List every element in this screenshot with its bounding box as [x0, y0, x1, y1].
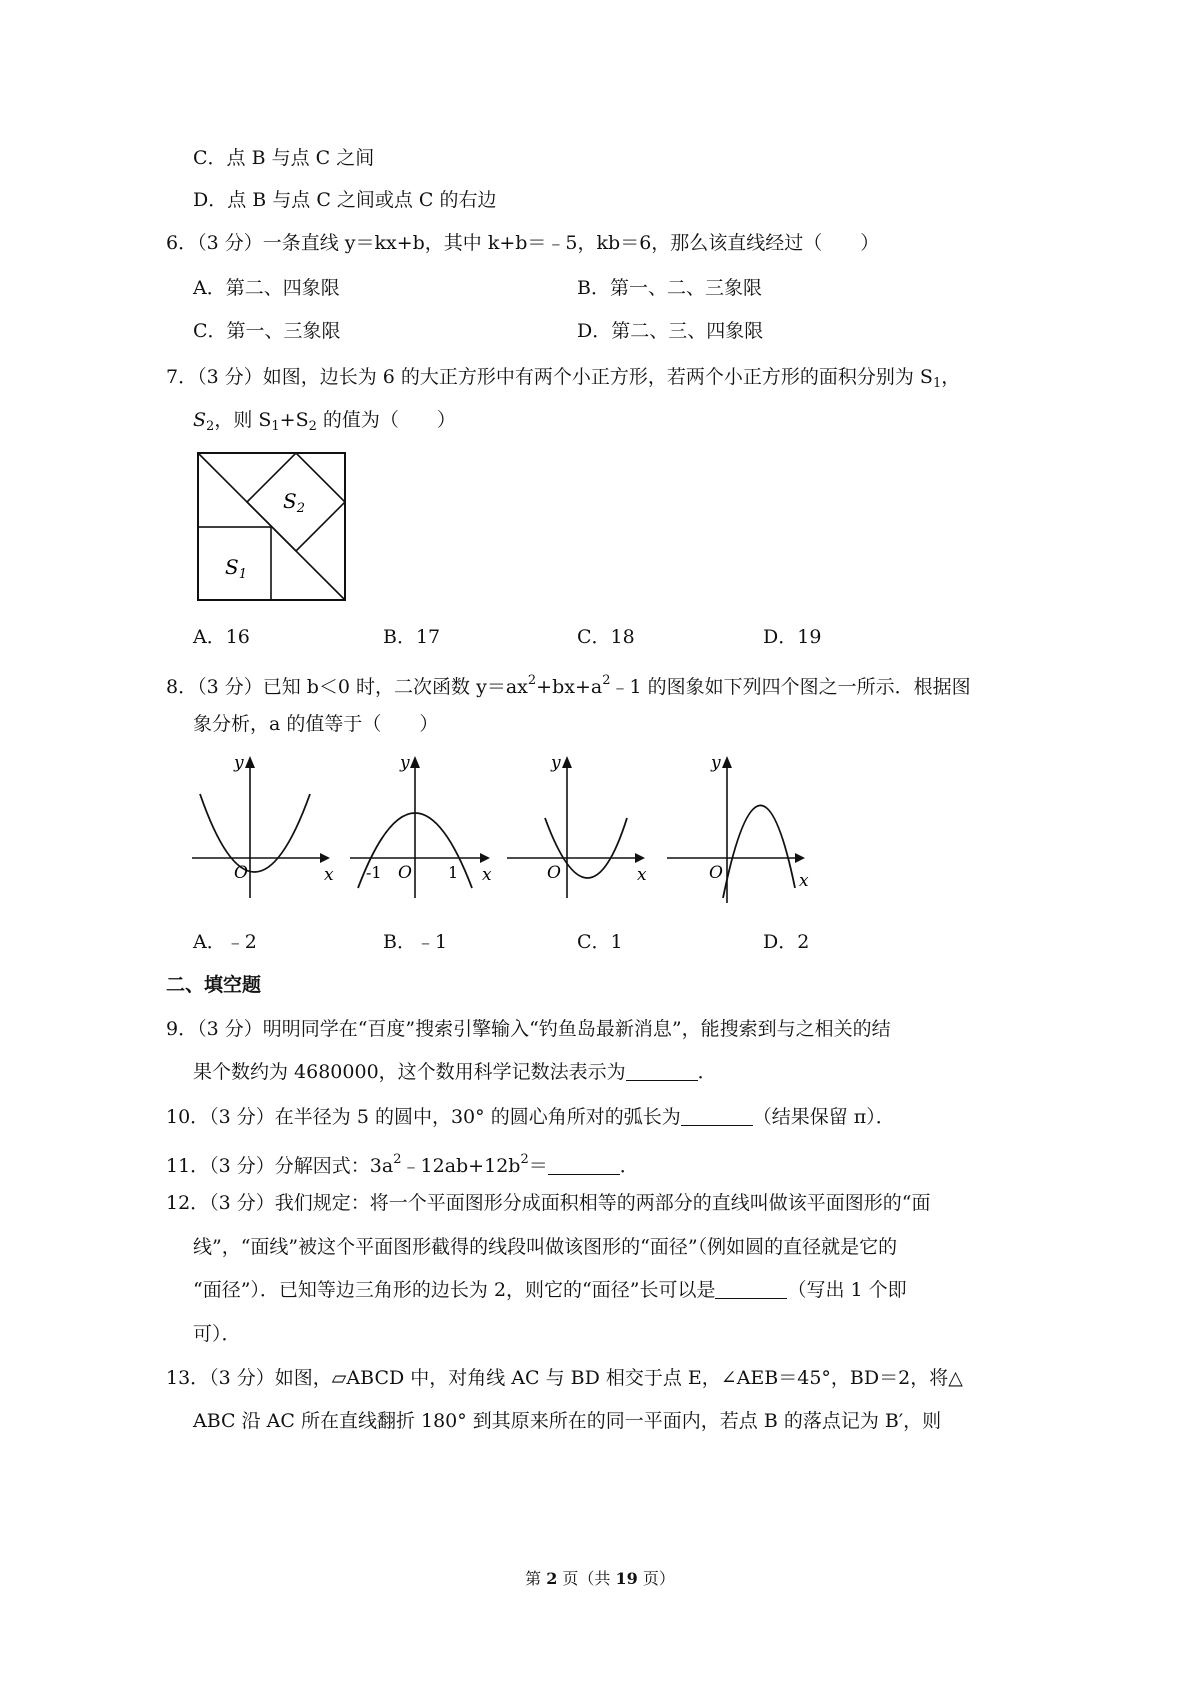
q6-stem: 6．（3 分）一条直线 y＝kx+b，其中 k+b＝﹣5，kb＝6，那么该直线经过（ ）: [166, 232, 880, 254]
q8-graph-b: [348, 748, 503, 908]
label-s1: $S_1$: [225, 555, 247, 582]
svg-text:O: O: [547, 863, 561, 883]
q8-option-b: B．﹣1: [383, 931, 448, 953]
q7-stem-line2: $S_2$，则 $S_1+S_2$ 的值为（ ）: [193, 409, 456, 434]
q5-option-d: D．点 B 与点 C 之间或点 C 的右边: [193, 189, 497, 211]
page-footer: 第 2 页（共 19 页）: [525, 1569, 675, 1588]
label-s2: $S_2$: [283, 489, 305, 516]
q8-graph-a: [190, 748, 340, 908]
svg-text:y: y: [400, 753, 410, 773]
svg-text:1: 1: [448, 863, 459, 882]
q10-stem: 10．（3 分）在半径为 5 的圆中，30° 的圆心角所对的弧长为 （结果保留 π）．: [166, 1106, 895, 1128]
q12-line3: “面径”）．已知等边三角形的边长为 2，则它的“面径”长可以是 （写出 1 个即: [193, 1279, 907, 1301]
q8-graph-d: [665, 748, 815, 908]
q6-option-a: A．第二、四象限: [193, 277, 340, 299]
q6-option-c: C．第一、三象限: [193, 320, 341, 342]
q8-option-d: D．2: [763, 931, 810, 953]
section-title-fill-in: 二、填空题: [166, 974, 262, 996]
q6-option-b: B．第一、二、三象限: [577, 277, 762, 299]
q7-option-d: D．19: [763, 626, 822, 648]
q8-option-c: C．1: [577, 931, 623, 953]
q13-line2: ABC 沿 AC 所在直线翻折 180° 到其原来所在的同一平面内，若点 B 的落点记为 B′，则: [193, 1410, 942, 1432]
q13-line1: 13．（3 分）如图，▱ABCD 中，对角线 AC 与 BD 相交于点 E，∠AEB＝45°，BD＝2，将△: [166, 1367, 963, 1389]
q12-line4: 可）．: [193, 1323, 241, 1345]
q8-stem-line1: 8．（3 分）已知 b＜0 时，二次函数 $y=ax^2+bx+a^2﹣1$ 的图象如下列四个图之一所示．根据图: [166, 673, 971, 698]
svg-text:x: x: [637, 865, 647, 885]
q12-line2: 线”，“面线”被这个平面图形截得的线段叫做该图形的“面径”（例如圆的直径就是它的: [193, 1236, 898, 1258]
svg-text:O: O: [398, 863, 412, 883]
q10-answer-blank[interactable]: [681, 1107, 753, 1126]
q7-stem-line1: 7．（3 分）如图，边长为 6 的大正方形中有两个小正方形，若两个小正方形的面积分别为 $S_1$，: [166, 366, 961, 391]
q9-answer-blank[interactable]: [626, 1062, 698, 1081]
q11-answer-blank[interactable]: [548, 1156, 620, 1175]
q8-graph-c: [505, 748, 655, 908]
svg-text:x: x: [324, 865, 334, 885]
svg-text:x: x: [799, 871, 809, 891]
q12-line1: 12．（3 分）我们规定：将一个平面图形分成面积相等的两部分的直线叫做该平面图形的“面: [166, 1192, 931, 1214]
q5-option-c: C．点 B 与点 C 之间: [193, 147, 375, 169]
q7-option-a: A．16: [193, 626, 250, 648]
q12-answer-blank[interactable]: [715, 1280, 787, 1299]
q9-line1: 9．（3 分）明明同学在“百度”搜索引擎输入“钓鱼岛最新消息”，能搜索到与之相关的结: [166, 1018, 891, 1040]
svg-text:y: y: [711, 753, 721, 773]
q7-figure: [195, 450, 350, 605]
svg-text:x: x: [482, 865, 492, 885]
q7-option-c: C．18: [577, 626, 635, 648]
q8-option-a: A．﹣2: [193, 931, 257, 953]
svg-text:y: y: [234, 753, 244, 773]
svg-text:O: O: [709, 863, 723, 883]
q9-line2: 果个数约为 4680000，这个数用科学记数法表示为 ．: [193, 1061, 717, 1083]
svg-text:-1: -1: [366, 863, 382, 882]
q11-stem: 11．（3 分）分解因式：$3a^2﹣12ab+12b^2=$ ．: [166, 1152, 639, 1177]
svg-text:y: y: [551, 753, 561, 773]
q8-stem-line2: 象分析，a 的值等于（ ）: [193, 713, 439, 735]
svg-text:O: O: [234, 863, 248, 883]
q6-option-d: D．第二、三、四象限: [577, 320, 764, 342]
q7-option-b: B．17: [383, 626, 441, 648]
